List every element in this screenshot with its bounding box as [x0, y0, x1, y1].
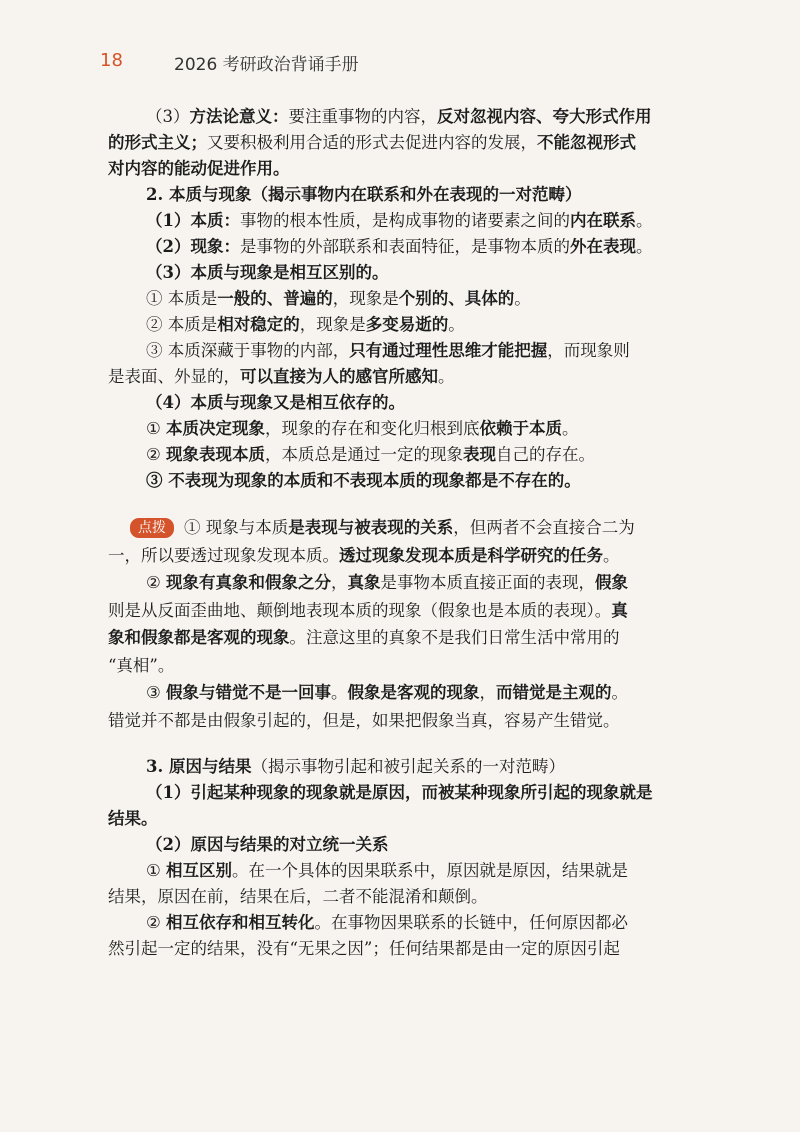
text-line: ③ 假象与错觉不是一回事。假象是客观的现象，而错觉是主观的。 [146, 683, 629, 702]
text-line: （2）原因与结果的对立统一关系 [146, 835, 389, 854]
text-line: ① 本质决定现象，现象的存在和变化归根到底依赖于本质。 [146, 419, 579, 438]
text-line: （4）本质与现象又是相互依存的。 [146, 393, 405, 412]
text-line: ① 本质是一般的、普遍的，现象是个别的、具体的。 [146, 289, 531, 308]
text-line: （1）本质：事物的根本性质，是构成事物的诸要素之间的内在联系。 [146, 211, 653, 230]
text-line: 结果。 [108, 809, 158, 828]
text-line: 是表面、外显的，可以直接为人的感官所感知。 [108, 367, 455, 386]
section-heading: 2. 本质与现象（揭示事物内在联系和外在表现的一对范畴） [146, 185, 582, 204]
text-line: 然引起一定的结果，没有“无果之因”；任何结果都是由一定的原因引起 [108, 939, 620, 958]
text-line: ② 现象表现本质，本质总是通过一定的现象表现自己的存在。 [146, 445, 596, 464]
text-line: 结果，原因在前，结果在后，二者不能混淆和颠倒。 [108, 887, 488, 906]
text-line: 象和假象都是客观的现象。注意这里的真象不是我们日常生活中常用的 [108, 628, 620, 647]
text-line: ① 相互区别。在一个具体的因果联系中，原因就是原因，结果就是 [146, 861, 629, 880]
text-line: “真相”。 [108, 655, 175, 675]
page-number: 18 [100, 50, 123, 71]
page-content [108, 104, 730, 962]
text-line: ② 本质是相对稳定的，现象是多变易逝的。 [146, 315, 465, 334]
page-header [100, 50, 740, 80]
section-heading: 3. 原因与结果（揭示事物引起和被引起关系的一对范畴） [146, 757, 565, 776]
text-line: 则是从反面歪曲地、颠倒地表现本质的现象（假象也是本质的表现）。真 [108, 600, 628, 620]
text-line: 点拨 ① 现象与本质是表现与被表现的关系，但两者不会直接合二为 [108, 514, 730, 542]
text-line: ③ 不表现为现象的本质和不表现本质的现象都是不存在的。 [146, 471, 581, 490]
text-line: ② 相互依存和相互转化。在事物因果联系的长链中，任何原因都必 [146, 913, 629, 932]
text-line: （3）方法论意义：要注重事物的内容，反对忽视内容、夸大形式作用 [146, 107, 652, 126]
text-line: （1）引起某种现象的现象就是原因，而被某种现象所引起的现象就是 [146, 783, 653, 802]
text-line: （3）本质与现象是相互区别的。 [146, 263, 389, 282]
book-title: 2026 考研政治背诵手册 [174, 55, 359, 75]
text-line: （2）现象：是事物的外部联系和表面特征，是事物本质的外在表现。 [146, 237, 653, 256]
tip-box [108, 514, 730, 734]
text-line: 一，所以要透过现象发现本质。透过现象发现本质是科学研究的任务。 [108, 545, 620, 565]
tip-badge: 点拨 [130, 518, 174, 538]
text-line: 对内容的能动促进作用。 [108, 159, 290, 178]
text-line: 的形式主义；又要积极利用合适的形式去促进内容的发展，不能忽视形式 [108, 133, 636, 152]
text-line: 错觉并不都是由假象引起的，但是，如果把假象当真，容易产生错觉。 [108, 710, 620, 730]
text-line: ③ 本质深藏于事物的内部，只有通过理性思维才能把握，而现象则 [146, 341, 630, 360]
text-line: ② 现象有真象和假象之分，真象是事物本质直接正面的表现，假象 [146, 573, 629, 592]
